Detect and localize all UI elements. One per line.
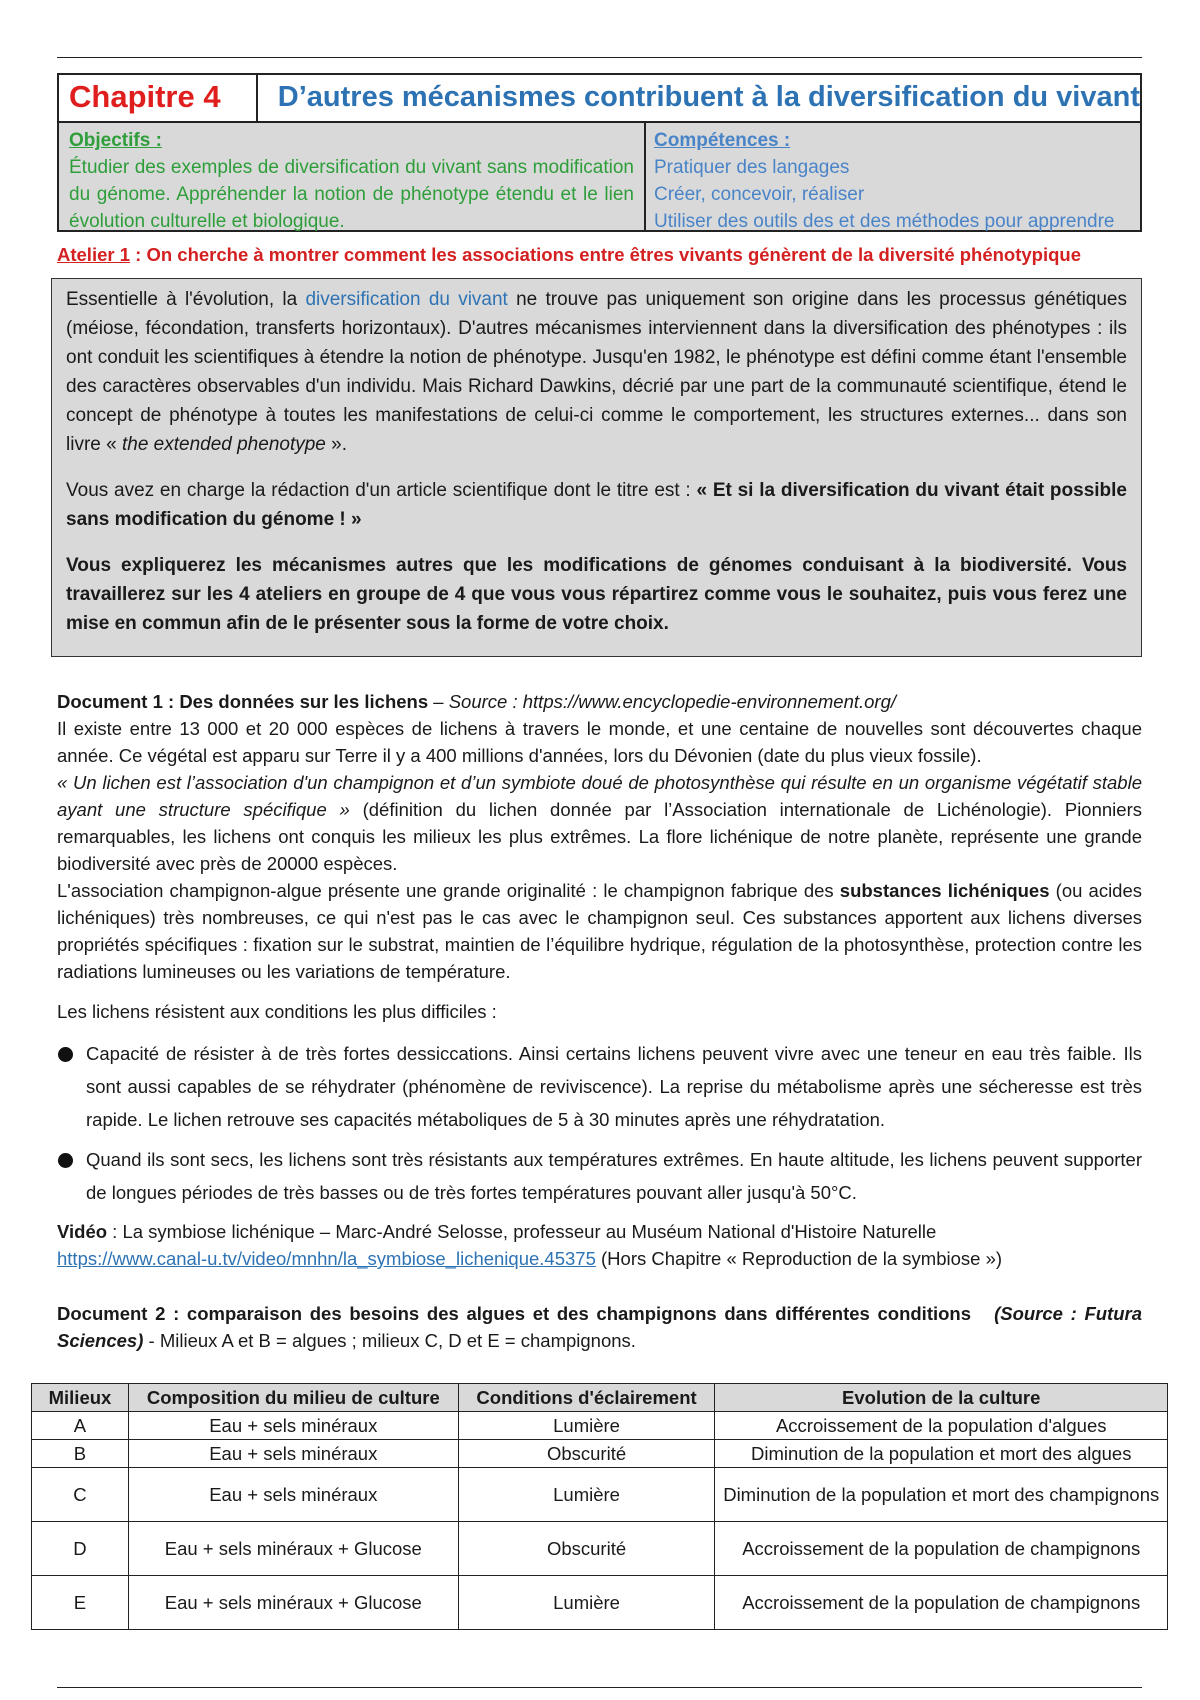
doc2-title: Document 2 : comparaison des besoins des algues et des champignons dans différentes conditions	[57, 1303, 972, 1324]
table-cell: D	[32, 1522, 129, 1576]
table-cell: Obscurité	[458, 1522, 715, 1576]
table-cell: Eau + sels minéraux + Glucose	[128, 1576, 458, 1630]
doc1-paragraph-1: Il existe entre 13 000 et 20 000 espèces de lichens à travers le monde, et une centaine de nouvelles sont découvertes chaque année. Ce végétal est apparu sur Terre il y a 400 millions d'années, lors du Dévonien (date du plus vieux fossile).	[57, 718, 1142, 766]
atelier-heading	[57, 244, 1081, 266]
column-header: Evolution de la culture	[715, 1384, 1168, 1412]
intro-text: Essentielle à l'évolution, la	[66, 289, 306, 310]
table-cell: Accroissement de la population de champignons	[715, 1576, 1168, 1630]
table-row	[32, 1468, 1168, 1522]
doc2-heading	[57, 1300, 1142, 1354]
column-header: Composition du milieu de culture	[128, 1384, 458, 1412]
objectives-text: Étudier des exemples de diversification du vivant sans modification du génome. Appréhender la notion de phénotype étendu et le lien évolution culturelle et biologique.	[69, 157, 634, 232]
table-row	[32, 1576, 1168, 1630]
table-cell: Eau + sels minéraux	[128, 1412, 458, 1440]
table-cell: Eau + sels minéraux	[128, 1440, 458, 1468]
doc1-source: – Source : https://www.encyclopedie-environnement.org/	[428, 691, 897, 712]
intro-paragraph-2	[66, 476, 1127, 534]
document-1	[57, 688, 1142, 985]
video-reference	[57, 1218, 1002, 1272]
intro-book-title: the extended phenotype	[121, 434, 326, 455]
table-cell: Lumière	[458, 1468, 715, 1522]
doc1-text: L'association champignon-algue présente une grande originalité : le champignon fabrique des	[57, 880, 840, 901]
table-row	[32, 1412, 1168, 1440]
table-cell: E	[32, 1576, 129, 1630]
chapter-number: Chapitre 4	[59, 75, 258, 121]
intro-text: Vous avez en charge la rédaction d'un article scientifique dont le titre est :	[66, 480, 697, 501]
table-cell: Accroissement de la population d'algues	[715, 1412, 1168, 1440]
doc1-quote: « Un lichen est l’association d'un champignon et d’un symbiote doué de photosynthèse qui résulte en un organisme végétatif stable ayant une structure spécifique »	[57, 772, 1142, 820]
competences-label: Compétences :	[654, 130, 791, 151]
objectives-cell	[59, 123, 646, 230]
objectives-label: Objectifs :	[69, 130, 162, 151]
doc1-paragraph-2	[57, 769, 1142, 877]
table-cell: A	[32, 1412, 129, 1440]
table-cell: Eau + sels minéraux + Glucose	[128, 1522, 458, 1576]
table-row	[32, 1522, 1168, 1576]
chapter-header	[57, 73, 1142, 232]
doc1-heading	[57, 688, 1142, 715]
video-label: Vidéo	[57, 1221, 108, 1242]
document-2	[57, 1300, 1142, 1354]
video-text: : La symbiose lichénique – Marc-André Selosse, professeur au Muséum National d'Histoire Naturelle	[107, 1221, 937, 1242]
doc1-paragraph-4: Les lichens résistent aux conditions les plus difficiles :	[57, 1001, 497, 1022]
doc1-bullet-list	[57, 1037, 1142, 1209]
table-cell: Lumière	[458, 1412, 715, 1440]
doc1-list-intro	[57, 998, 1142, 1025]
competences-cell	[646, 123, 1140, 230]
top-rule	[57, 57, 1142, 58]
list-item: Capacité de résister à de très fortes dessiccations. Ainsi certains lichens peuvent vivre avec une teneur en eau très faible. Ils sont aussi capables de se réhydrater (phénomène de reviviscence). La reprise du métabolisme après une sécheresse est très rapide. Le lichen retrouve ses capacités métaboliques de 5 à 30 minutes après une réhydratation.	[57, 1037, 1142, 1136]
chapter-title: D’autres mécanismes contribuent à la diversification du vivant	[277, 81, 1140, 113]
table-header-row	[32, 1384, 1168, 1412]
video-note: (Hors Chapitre « Reproduction de la symbiose »)	[595, 1248, 1003, 1269]
doc2-desc: - Milieux A et B = algues ; milieux C, D et E = champignons.	[143, 1330, 636, 1351]
atelier-text: : On cherche à montrer comment les associations entre êtres vivants génèrent de la diversité phénotypique	[130, 244, 1082, 265]
competence-item: Pratiquer des langages	[654, 157, 850, 178]
doc1-paragraph-3	[57, 877, 1142, 985]
bottom-rule	[57, 1687, 1142, 1688]
doc2-source: (Source : Futura Sciences)	[57, 1303, 1143, 1351]
doc1-title: Document 1 : Des données sur les lichens	[57, 691, 429, 712]
intro-text: ne trouve pas uniquement son origine dans les processus génétiques (méiose, fécondation, transferts horizontaux). D'autres mécanismes interviennent dans la diversification des phénotypes : ils ont conduit les scientifiques à étendre la notion de phénotype. Jusqu'en 1982, le phénotype est défini comme étant l'ensemble des caractères observables d'un individu. Mais Richard Dawkins, décrié par une part de la communauté scientifique, étend le concept de phénotype à toutes les manifestations de celui-ci comme le comportement, les structures externes... dans son livre «	[66, 289, 1127, 455]
column-header: Conditions d'éclairement	[458, 1384, 715, 1412]
article-title: « Et si la diversification du vivant était possible sans modification du génome ! »	[66, 480, 1128, 530]
doc1-text: (définition du lichen donnée par l’Association internationale de Lichénologie). Pionniers remarquables, les lichens ont conquis les milieux les plus extrêmes. La flore lichénique de notre planète, représente une grande biodiversité avec près de 20000 espèces.	[57, 799, 1142, 874]
table-cell: Accroissement de la population de champignons	[715, 1522, 1168, 1576]
table-cell: Diminution de la population et mort des algues	[715, 1440, 1168, 1468]
table-cell: Eau + sels minéraux	[128, 1468, 458, 1522]
table-cell: Diminution de la population et mort des champignons	[715, 1468, 1168, 1522]
intro-box	[51, 278, 1142, 657]
doc1-text: (ou acides lichéniques) très nombreuses, ce qui n'est pas le cas avec le champignon seul. Ces substances apportent aux lichens diverses propriétés spécifiques : fixation sur le substrat, maintien de l’équilibre hydrique, régulation de la photosynthèse, protection contre les radiations lumineuses ou les variations de température.	[57, 880, 1143, 982]
table-cell: B	[32, 1440, 129, 1468]
intro-text: ».	[325, 434, 347, 455]
video-link[interactable]: https://www.canal-u.tv/video/mnhn/la_symbiose_lichenique.45375	[57, 1248, 596, 1269]
competence-item: Créer, concevoir, réaliser	[654, 184, 865, 205]
list-item: Quand ils sont secs, les lichens sont très résistants aux températures extrêmes. En haute altitude, les lichens peuvent supporter de longues périodes de très basses ou de très fortes températures pouvant aller jusqu'à 50°C.	[57, 1143, 1142, 1209]
intro-highlight: diversification du vivant	[305, 289, 508, 310]
doc1-bold-term: substances lichéniques	[839, 880, 1050, 901]
intro-paragraph-3: Vous expliquerez les mécanismes autres que les modifications de génomes conduisant à la biodiversité. Vous travaillerez sur les 4 ateliers en groupe de 4 que vous vous répartirez comme vous le souhaitez, puis vous ferez une mise en commun afin de le présenter sous la forme de votre choix.	[66, 555, 1127, 634]
culture-table	[31, 1383, 1168, 1630]
table-row	[32, 1440, 1168, 1468]
intro-paragraph-1	[66, 285, 1127, 459]
column-header: Milieux	[32, 1384, 129, 1412]
atelier-label: Atelier 1	[57, 244, 131, 265]
competence-item: Utiliser des outils des et des méthodes pour apprendre	[654, 211, 1115, 232]
table-cell: Lumière	[458, 1576, 715, 1630]
table-cell: Obscurité	[458, 1440, 715, 1468]
table-cell: C	[32, 1468, 129, 1522]
